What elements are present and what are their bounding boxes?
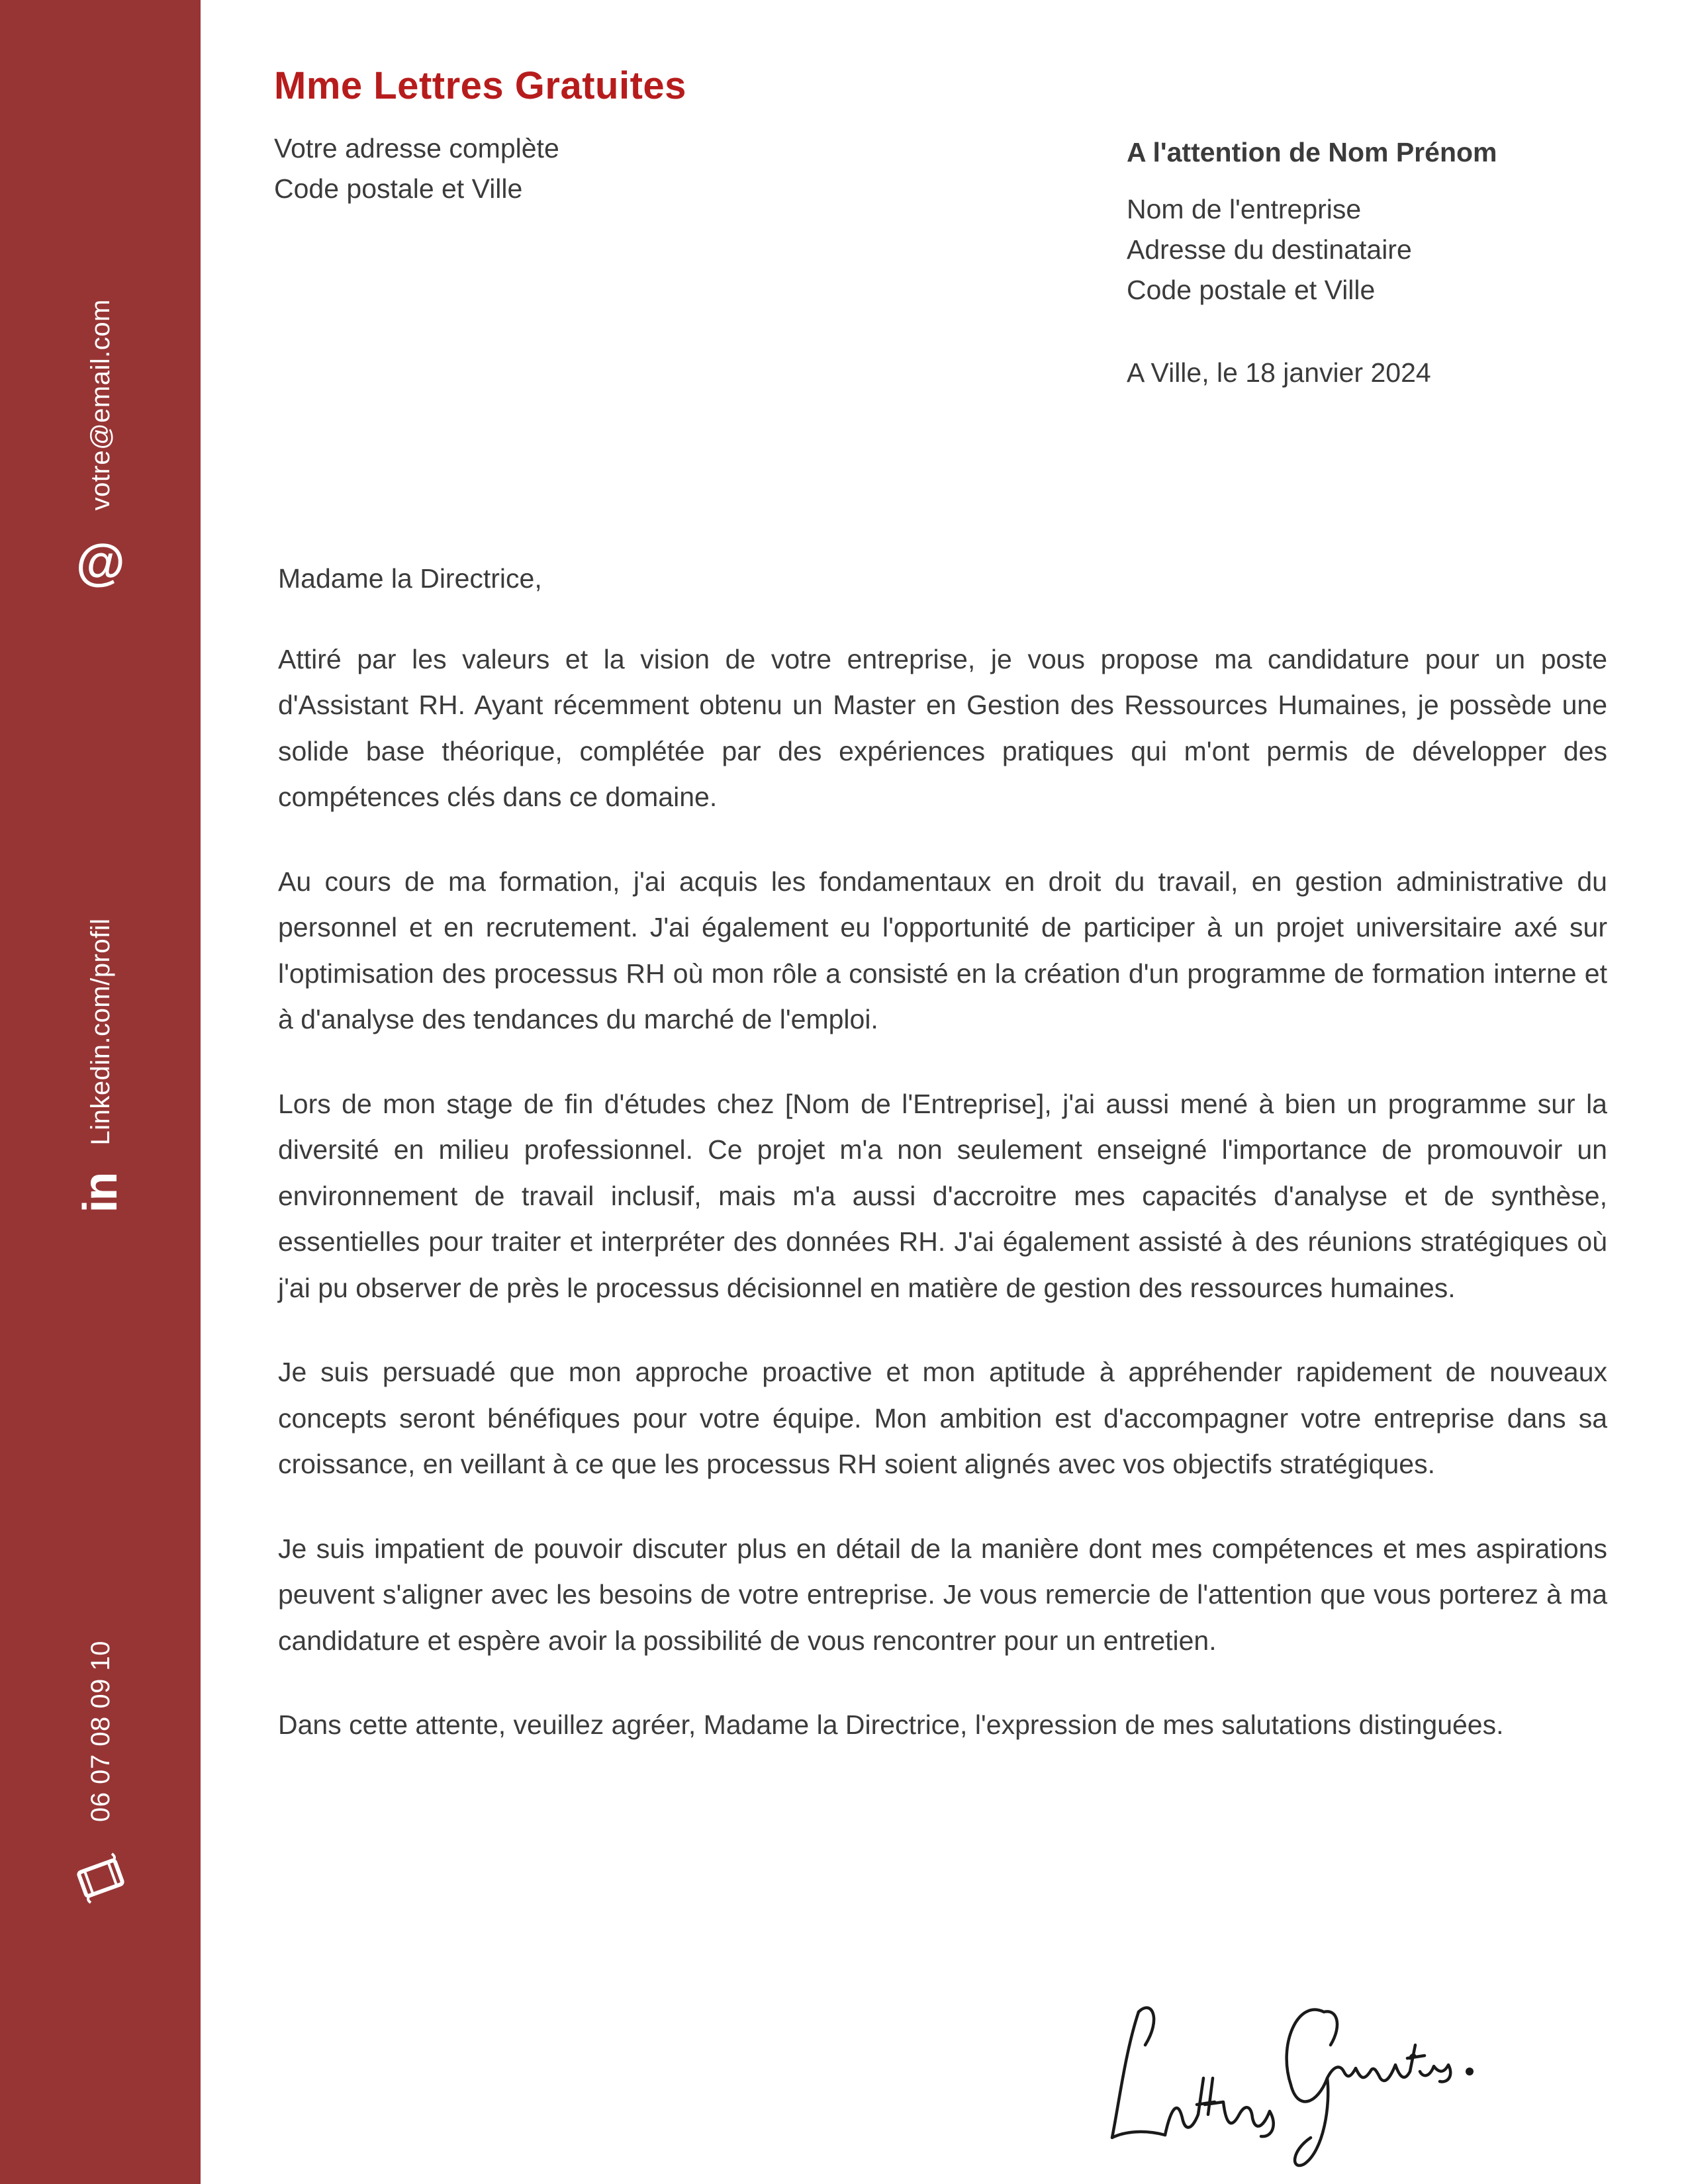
paragraph-5: Je suis impatient de pouvoir discuter plus en détail de la manière dont mes compétences et mes aspirations peuvent s'aligner avec les besoins de votre entreprise. Je vous remercie de l'attention que vous porterez à ma candidature et espère avoir la possibilité de vous rencontrer pour un entretien.	[278, 1533, 1607, 1656]
paragraph-2: Au cours de ma formation, j'ai acquis les fondamentaux en droit du travail, en gestion administrative du personnel et en recrutement. J'ai également eu l'opportunité de participer à un projet universitaire axé sur l'optimisation des processus RH où mon rôle a consisté en la création d'un programme de formation interne et à d'analyse des tendances du marché de l'emploi.	[278, 866, 1607, 1034]
recipient-city: Code postale et Ville	[1127, 275, 1376, 305]
sender-address-line1: Votre adresse complète	[274, 133, 559, 163]
recipient-block	[1127, 132, 1497, 310]
handwritten-signature	[1099, 1972, 1496, 2171]
email-contact[interactable]	[75, 299, 126, 591]
paragraph-1: Attiré par les valeurs et la vision de votre entreprise, je vous propose ma candidature pour un poste d'Assistant RH. Ayant récemment obtenu un Master en Gestion des Ressources Humaines, je possède une solide base théorique, complétée par des expériences pratiques qui m'ont permis de développer des compétences clés dans ce domaine.	[278, 643, 1607, 812]
paragraph-closing: Dans cette attente, veuillez agréer, Madame la Directrice, l'expression de mes salutations distinguées.	[278, 1709, 1504, 1740]
email-text: votre@email.com	[85, 299, 115, 511]
sender-name: Mme Lettres Gratuites	[274, 64, 686, 107]
sender-address-line2: Code postale et Ville	[274, 173, 523, 204]
linkedin-contact[interactable]	[74, 918, 127, 1213]
letter-date: A Ville, le 18 janvier 2024	[1127, 357, 1431, 388]
contact-sidebar	[0, 0, 201, 2184]
linkedin-text: Linkedin.com/profil	[85, 918, 115, 1146]
paragraph-4: Je suis persuadé que mon approche proactive et mon aptitude à appréhender rapidement de nouveaux concepts seront bénéfiques pour votre équipe. Mon ambition est d'accompagner votre entreprise dans sa croissance, en veillant à ce que les processus RH soient alignés avec vos objectifs stratégiques.	[278, 1357, 1607, 1479]
salutation: Madame la Directrice,	[278, 563, 542, 594]
paragraph-3: Lors de mon stage de fin d'études chez [Nom de l'Entreprise], j'ai aussi mené à bien un programme sur la diversité en milieu professionnel. Ce projet m'a non seulement enseigné l'importance de promouvoir un environnement de travail inclusif, mais m'a aussi d'accroitre mes capacités d'analyse et de synthèse, essentielles pour traiter et interpréter des données RH. J'ai également assisté à des réunions stratégiques où j'ai pu observer de près le processus décisionnel en matière de gestion des ressources humaines.	[278, 1088, 1607, 1303]
at-icon: @	[75, 534, 126, 591]
linkedin-icon: in	[74, 1173, 127, 1213]
phone-contact[interactable]	[72, 1641, 129, 1907]
recipient-attention: A l'attention de Nom Prénom	[1127, 137, 1497, 167]
sender-address	[274, 128, 559, 209]
phone-text: 06 07 08 09 10	[85, 1641, 115, 1822]
letter-body	[278, 556, 1607, 1787]
phone-icon	[72, 1850, 129, 1907]
recipient-company: Nom de l'entreprise	[1127, 194, 1362, 224]
recipient-address: Adresse du destinataire	[1127, 234, 1412, 265]
